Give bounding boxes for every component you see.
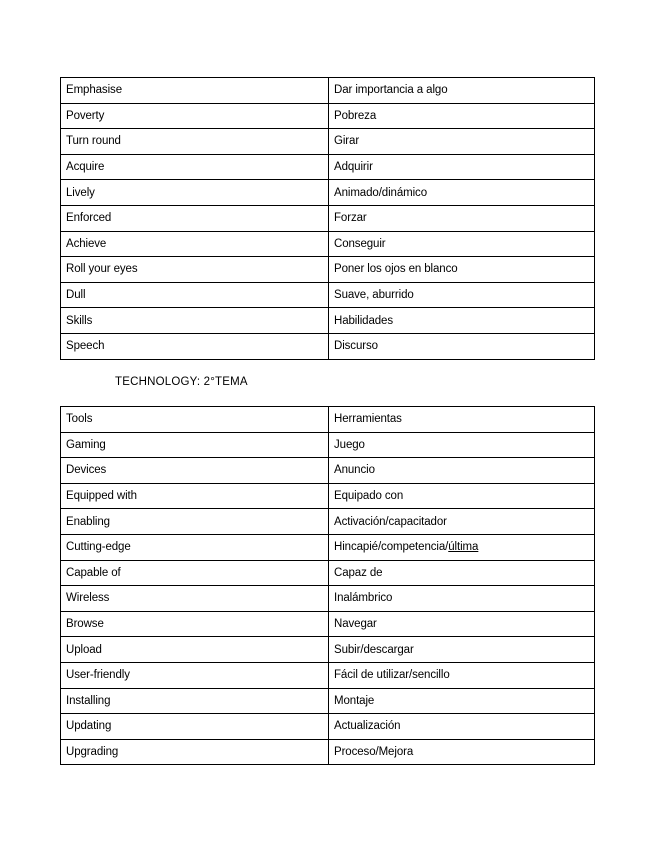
english-term: Cutting-edge: [61, 534, 329, 560]
english-term: Enabling: [61, 509, 329, 535]
table-row: [61, 662, 595, 688]
table-row: [61, 103, 595, 129]
table-row: [61, 560, 595, 586]
table-row: [61, 714, 595, 740]
spanish-translation: Activación/capacitador: [329, 509, 595, 535]
table-row: [61, 129, 595, 155]
table-row: [61, 611, 595, 637]
spanish-translation: Actualización: [329, 714, 595, 740]
spanish-translation: Montaje: [329, 688, 595, 714]
spanish-translation: Fácil de utilizar/sencillo: [329, 662, 595, 688]
table-row: [61, 180, 595, 206]
english-term: Acquire: [61, 154, 329, 180]
vocabulary-table-2: [60, 406, 595, 765]
spanish-translation: Adquirir: [329, 154, 595, 180]
english-term: Wireless: [61, 586, 329, 612]
table-row: [61, 586, 595, 612]
english-term: Turn round: [61, 129, 329, 155]
table-row: [61, 154, 595, 180]
english-term: Upgrading: [61, 739, 329, 765]
table-row: [61, 739, 595, 765]
english-term: Browse: [61, 611, 329, 637]
spanish-translation: Animado/dinámico: [329, 180, 595, 206]
spanish-translation: Juego: [329, 432, 595, 458]
english-term: Updating: [61, 714, 329, 740]
english-term: Lively: [61, 180, 329, 206]
spanish-translation: Herramientas: [329, 407, 595, 433]
spanish-translation: Capaz de: [329, 560, 595, 586]
table-row: [61, 509, 595, 535]
table-row: [61, 308, 595, 334]
spanish-translation: Anuncio: [329, 458, 595, 484]
spanish-translation: Conseguir: [329, 231, 595, 257]
spanish-translation: Poner los ojos en blanco: [329, 257, 595, 283]
spanish-translation: Inalámbrico: [329, 586, 595, 612]
spanish-translation: Subir/descargar: [329, 637, 595, 663]
english-term: Devices: [61, 458, 329, 484]
english-term: User-friendly: [61, 662, 329, 688]
spanish-translation: Girar: [329, 129, 595, 155]
english-term: Enforced: [61, 205, 329, 231]
table-row: [61, 282, 595, 308]
english-term: Installing: [61, 688, 329, 714]
table-row: [61, 231, 595, 257]
english-term: Capable of: [61, 560, 329, 586]
spanish-translation: Navegar: [329, 611, 595, 637]
spanish-translation: Habilidades: [329, 308, 595, 334]
english-term: Roll your eyes: [61, 257, 329, 283]
table-row: [61, 432, 595, 458]
spanish-translation: Proceso/Mejora: [329, 739, 595, 765]
english-term: Gaming: [61, 432, 329, 458]
english-term: Poverty: [61, 103, 329, 129]
spanish-translation: [329, 534, 595, 560]
table-row: [61, 688, 595, 714]
spanish-translation: Dar importancia a algo: [329, 78, 595, 104]
spanish-translation: Discurso: [329, 333, 595, 359]
table-row: [61, 407, 595, 433]
spanish-translation: Suave, aburrido: [329, 282, 595, 308]
table-row: [61, 333, 595, 359]
underlined-word: última: [448, 541, 479, 554]
section-heading: TECHNOLOGY: 2°TEMA: [115, 376, 248, 388]
english-term: Equipped with: [61, 483, 329, 509]
spanish-translation: Equipado con: [329, 483, 595, 509]
english-term: Tools: [61, 407, 329, 433]
vocabulary-table-1: [60, 77, 595, 360]
table-row: [61, 458, 595, 484]
table-row: [61, 78, 595, 104]
english-term: Dull: [61, 282, 329, 308]
english-term: Upload: [61, 637, 329, 663]
table-row: [61, 205, 595, 231]
english-term: Emphasise: [61, 78, 329, 104]
spanish-translation: Forzar: [329, 205, 595, 231]
table-row: [61, 257, 595, 283]
english-term: Skills: [61, 308, 329, 334]
table-row: [61, 637, 595, 663]
spanish-translation: Pobreza: [329, 103, 595, 129]
spanish-translation-text: Hincapié/competencia/: [334, 541, 449, 554]
english-term: Achieve: [61, 231, 329, 257]
table-row: [61, 534, 595, 560]
english-term: Speech: [61, 333, 329, 359]
table-row: [61, 483, 595, 509]
